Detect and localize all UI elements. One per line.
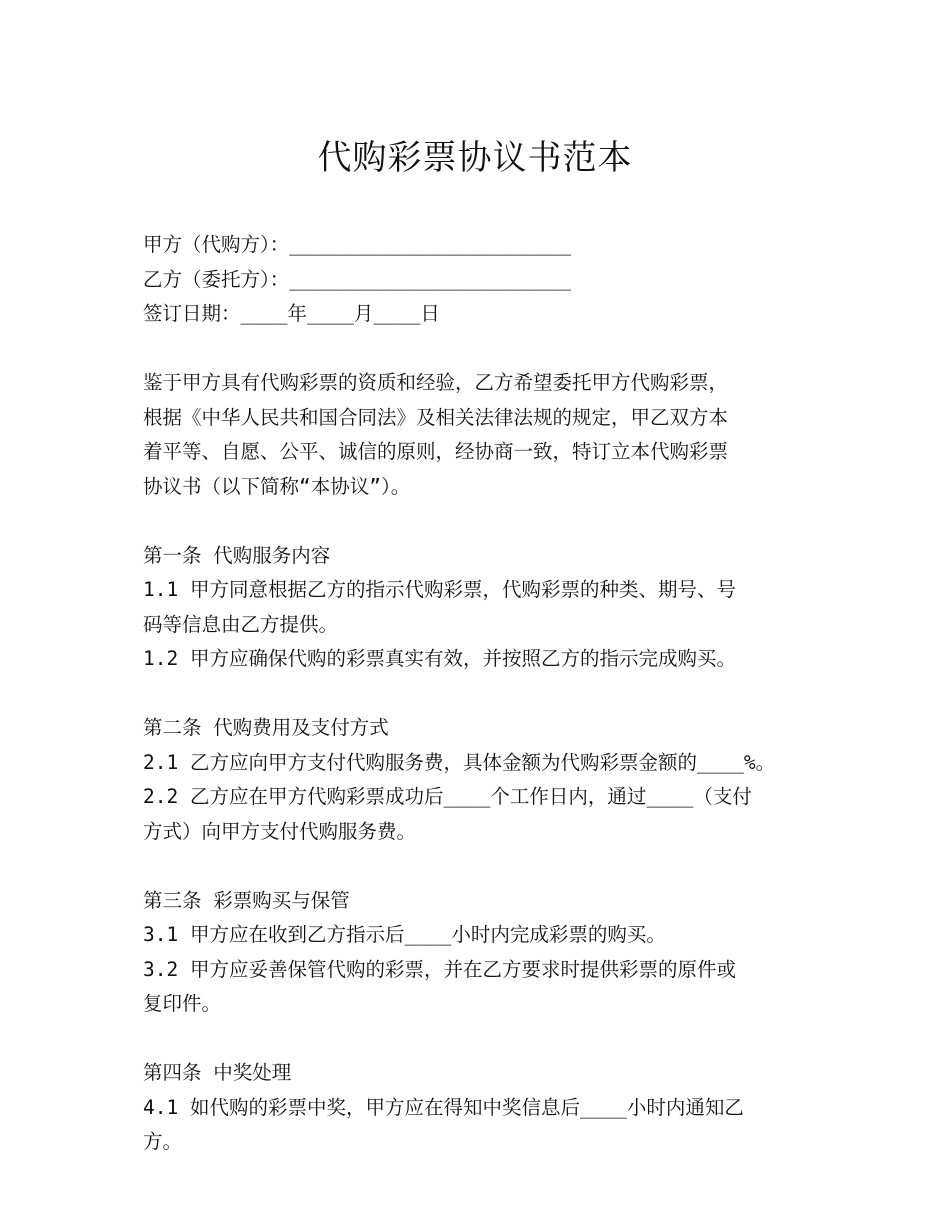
spacer <box>143 504 833 539</box>
section-heading: 第二条 代购费用及支付方式 <box>143 716 389 739</box>
clause-line: 方。 <box>143 1130 183 1153</box>
clause-line: 3.2 甲方应妥善保管代购的彩票，并在乙方要求时提供彩票的原件或 <box>143 957 736 981</box>
section-4 <box>143 1056 833 1160</box>
spacer <box>143 677 833 712</box>
section-heading: 第一条 代购服务内容 <box>143 543 331 567</box>
clause-line: 复印件。 <box>143 992 222 1015</box>
section-1 <box>143 539 833 677</box>
preamble-line: 着平等、自愿、公平、诚信的原则，经协商一致，特订立本代购彩票 <box>143 440 729 463</box>
clause-line: 1.2 甲方应确保代购的彩票真实有效，并按照乙方的指示完成购买。 <box>143 647 736 670</box>
clause-line: 2.1 乙方应向甲方支付代购服务费，具体金额为代购彩票金额的____%。 <box>143 750 776 774</box>
clause-line: 3.1 甲方应在收到乙方指示后____小时内完成彩票的购买。 <box>143 923 666 946</box>
clause-line: 1.1 甲方同意根据乙方的指示代购彩票，代购彩票的种类、期号、号 <box>143 578 736 601</box>
section-heading: 第四条 中奖处理 <box>143 1061 292 1084</box>
preamble-paragraph <box>143 366 833 504</box>
header-block <box>143 228 833 332</box>
preamble-line: 鉴于甲方具有代购彩票的资质和经验，乙方希望委托甲方代购彩票， <box>143 371 729 394</box>
section-3 <box>143 884 833 1022</box>
spacer <box>143 849 833 884</box>
preamble-line: 协议书（以下简称“本协议”）。 <box>143 474 411 498</box>
clause-line: 方式）向甲方支付代购服务费。 <box>143 819 417 843</box>
document-body <box>143 228 833 1160</box>
document-title: 代购彩票协议书范本 <box>317 138 633 178</box>
clause-line: 码等信息由乙方提供。 <box>143 612 339 636</box>
spacer <box>143 1022 833 1057</box>
sign-date-line: 签订日期：____年____月____日 <box>143 302 440 325</box>
preamble-line: 根据《中华人民共和国合同法》及相关法律法规的规定，甲乙双方本 <box>143 405 729 429</box>
clause-line: 4.1 如代购的彩票中奖，甲方应在得知中奖信息后____小时内通知乙 <box>143 1095 744 1119</box>
section-2 <box>143 711 833 849</box>
spacer <box>143 332 833 367</box>
party-a-line: 甲方（代购方）：________________________ <box>143 233 572 256</box>
party-b-line: 乙方（委托方）：________________________ <box>143 267 572 291</box>
clause-line: 2.2 乙方应在甲方代购彩票成功后____个工作日内，通过____（支付 <box>143 785 752 808</box>
section-heading: 第三条 彩票购买与保管 <box>143 888 350 912</box>
